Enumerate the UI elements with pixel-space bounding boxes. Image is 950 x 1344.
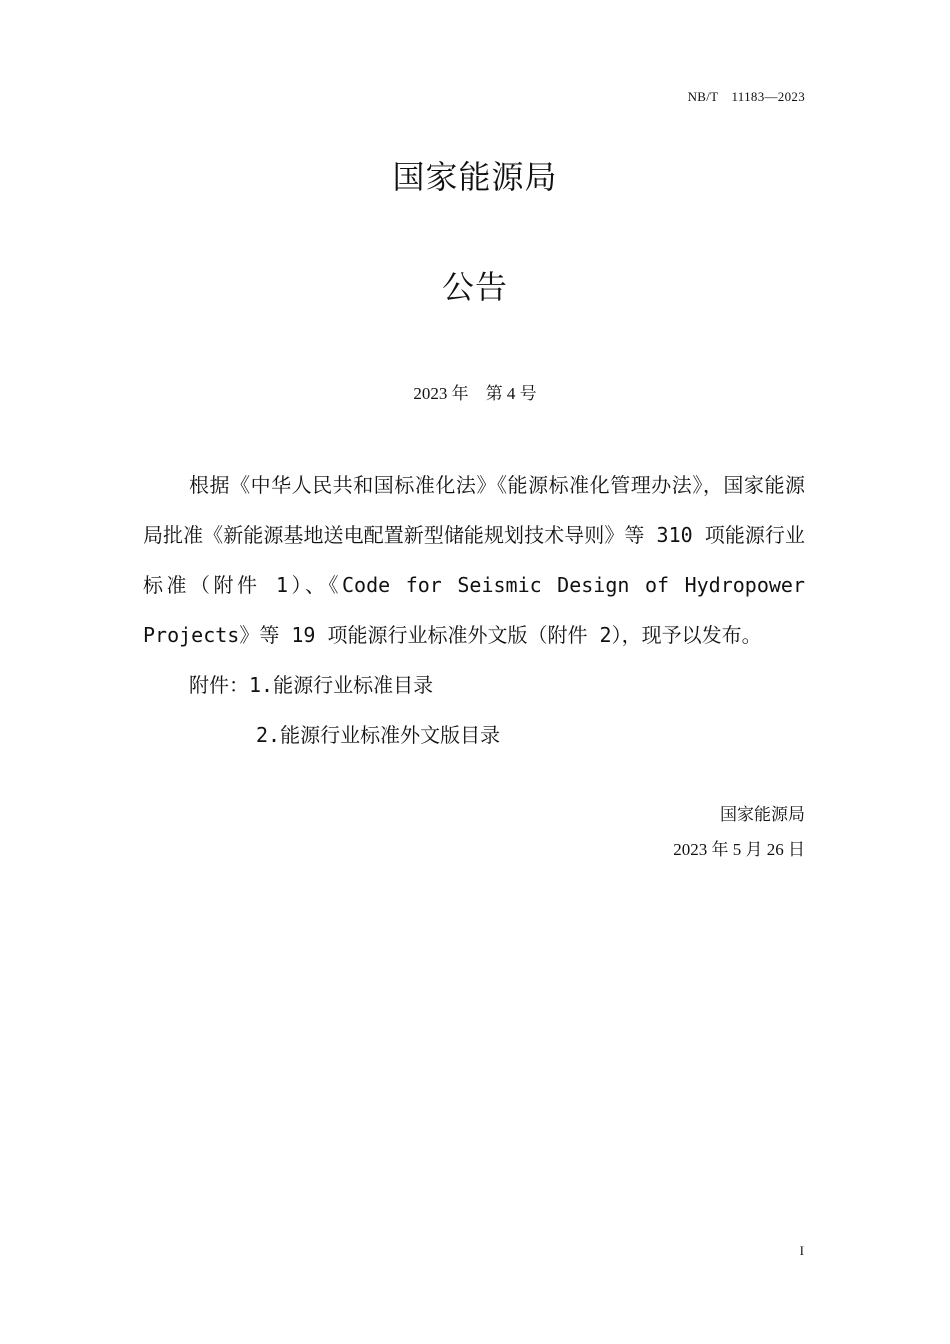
announcement-paragraph: 根据《中华人民共和国标准化法》《能源标准化管理办法》，国家能源局批准《新能源基地送电配置新型储能规划技术导则》等 310 项能源行业标准（附件 1）、《Code for Seismic Design of Hydropower Projects》等 19 项能源行业标准外文版（附件 2），现予以发布。 [143,473,805,647]
issue-date: 2023 年 5 月 26 日 [673,840,805,859]
attachment-line-2: 2.能源行业标准外文版目录 [256,723,501,747]
announcement-body [143,460,805,760]
signature-block [673,797,805,867]
issuer-name: 国家能源局 [720,805,805,824]
issue-number: 2023 年 第 4 号 [413,384,537,403]
standard-code: NB/T 11183—2023 [687,89,805,104]
agency-title: 国家能源局 [392,158,558,196]
page-number: I [799,1243,804,1258]
attachment-line-1: 附件：1.能源行业标准目录 [189,673,434,697]
document-type-title: 公告 [441,268,508,306]
